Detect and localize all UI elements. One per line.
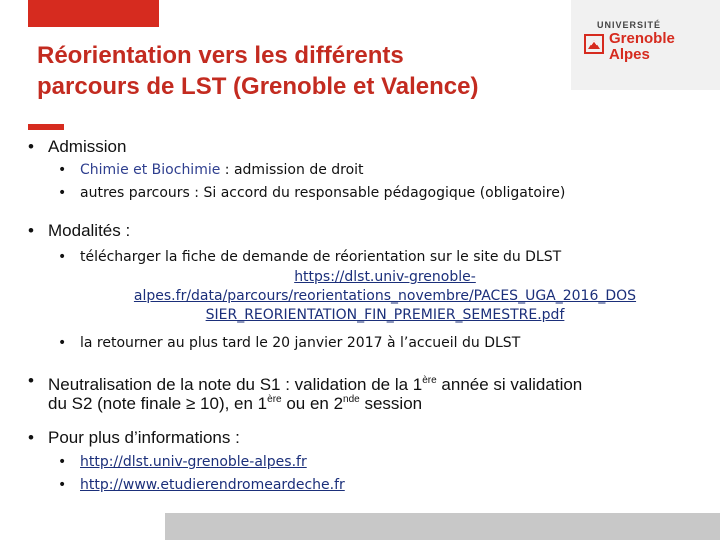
admission-item-2-text: autres parcours : Si accord du responsable pédagogique (obligatoire) — [80, 185, 566, 201]
logo-line-2: Alpes — [609, 46, 650, 63]
neutralisation-line-2: du S2 (note finale ≥ 10), en 1ère ou en 2nde session — [48, 394, 423, 413]
drome-ardeche-link[interactable]: http://www.etudierendromeardeche.fr — [80, 477, 345, 493]
admission-highlight: Chimie et Biochimie — [80, 162, 221, 178]
logo-university-text: UNIVERSITÉ — [597, 20, 662, 30]
title-line-2: parcours de LST (Grenoble et Valence) — [37, 73, 479, 100]
modalites-item-2-text: la retourner au plus tard le 20 janvier 2017 à l’accueil du DLST — [80, 335, 521, 351]
logo-name — [609, 31, 675, 63]
url-line-1[interactable]: https://dlst.univ-grenoble- — [294, 269, 476, 285]
top-red-bar — [28, 0, 159, 27]
title-line-1: Réorientation vers les différents — [37, 42, 404, 69]
footer-gray-bar — [165, 513, 720, 540]
info-label: Pour plus d’informations : — [48, 428, 240, 447]
admission-item-1-text: : admission de droit — [220, 162, 364, 178]
url-line-2[interactable]: alpes.fr/data/parcours/reorientations_novembre/PACES_UGA_2016_DOS — [133, 288, 637, 304]
form-download-link[interactable] — [80, 268, 690, 325]
logo-line-1: Grenoble — [609, 30, 675, 47]
admission-label: Admission — [48, 137, 127, 156]
modalites-label: Modalités : — [48, 221, 131, 240]
slide-title — [37, 40, 577, 102]
title-accent-bar — [28, 124, 64, 130]
modalites-item-1-text: télécharger la fiche de demande de réorientation sur le site du DLST — [80, 249, 562, 265]
neutralisation-line-1: Neutralisation de la note du S1 : validation de la 1ère année si validation — [48, 375, 583, 394]
url-line-3[interactable]: SIER_REORIENTATION_FIN_PREMIER_SEMESTRE.pdf — [205, 307, 565, 323]
dlst-link[interactable]: http://dlst.univ-grenoble-alpes.fr — [80, 454, 307, 470]
university-logo — [571, 0, 720, 90]
logo-icon — [583, 33, 605, 55]
